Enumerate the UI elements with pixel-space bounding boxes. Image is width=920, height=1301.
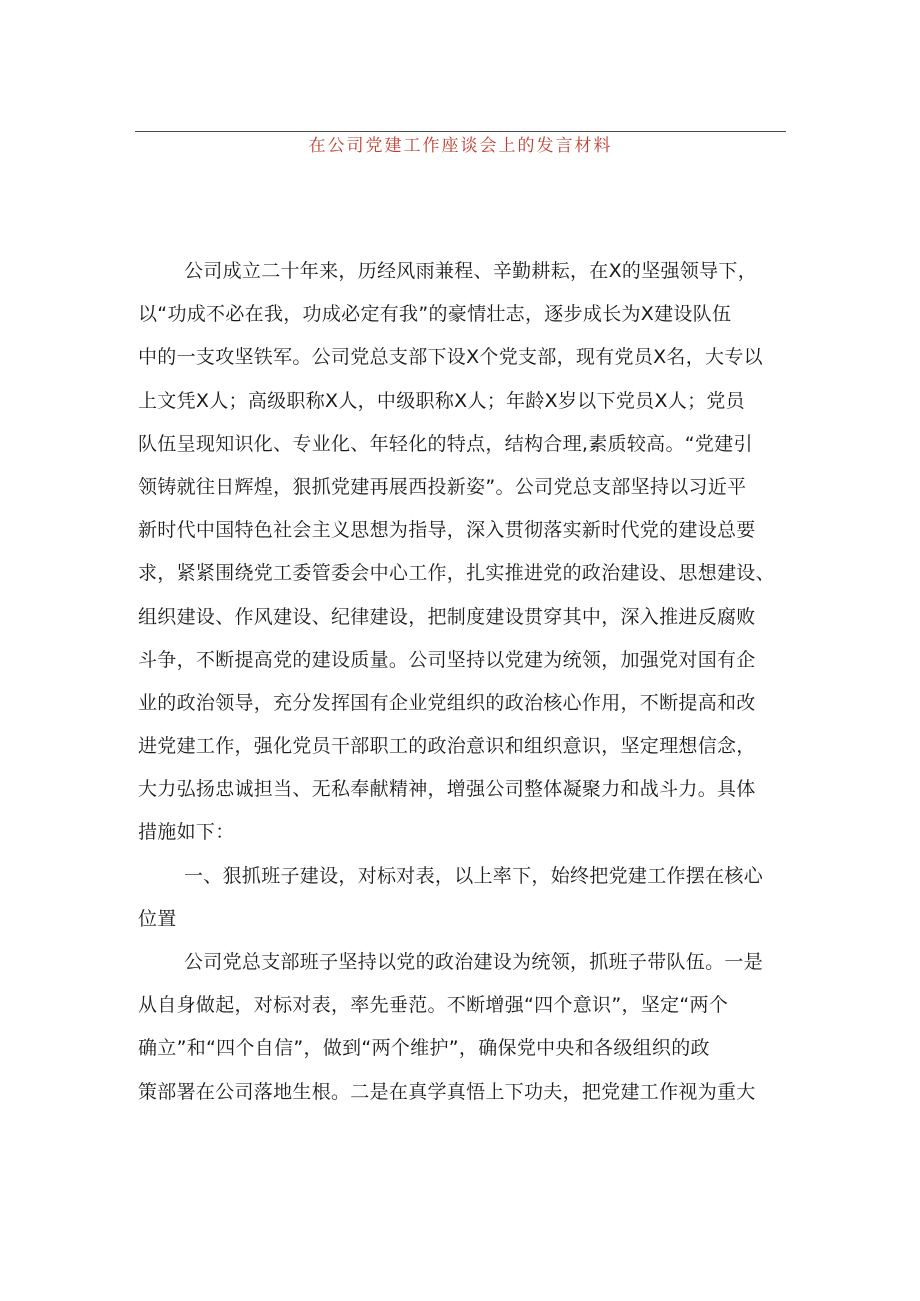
text-line: 措施如下： <box>138 821 235 844</box>
text-line: 队伍呈现知识化、专业化、年轻化的特点，结构合理,素质较高。“党建引 <box>138 432 753 455</box>
text-line: 确立”和“四个自信”，做到“两个维护”，确保党中央和各级组织的政 <box>138 1037 710 1060</box>
section-heading-line: 一、狠抓班子建设，对标对表，以上率下，始终把党建工作摆在核心 <box>184 864 764 887</box>
text-line: 从自身做起，对标对表，率先垂范。不断增强“四个意识”，坚定“两个 <box>138 994 729 1017</box>
section-heading-line: 位置 <box>138 907 177 930</box>
text-line: 以“功成不必在我，功成必定有我”的豪情壮志，逐步成长为X建设队伍 <box>138 303 732 326</box>
text-line: 公司党总支部班子坚持以党的政治建设为统领，抓班子带队伍。一是 <box>184 951 764 973</box>
text-line: 上文凭X人；高级职称X人，中级职称X人；年龄X岁以下党员X人；党员 <box>138 389 745 412</box>
document-body <box>138 250 778 1114</box>
text-line: 中的一支攻坚铁军。公司党总支部下设X个党支部，现有党员X名，大专以 <box>138 346 763 369</box>
page-title: 在公司党建工作座谈会上的发言材料 <box>308 136 613 156</box>
text-line: 组织建设、作风建设、纪律建设，把制度建设贯穿其中，深入推进反腐败 <box>138 605 756 628</box>
text-line: 求，紧紧围绕党工委管委会中心工作，扎实推进党的政治建设、思想建设、 <box>138 562 775 585</box>
text-line: 业的政治领导，充分发挥国有企业党组织的政治核心作用，不断提高和改 <box>138 691 756 714</box>
text-line: 进党建工作，强化党员干部职工的政治意识和组织意识，坚定理想信念， <box>138 735 756 758</box>
header-rule <box>135 131 786 132</box>
text-line: 策部署在公司落地生根。二是在真学真悟上下功夫，把党建工作视为重大 <box>138 1080 756 1103</box>
text-line: 斗争，不断提高党的建设质量。公司坚持以党建为统领，加强党对国有企 <box>138 648 756 671</box>
text-line: 公司成立二十年来，历经风雨兼程、辛勤耕耘，在X的坚强领导下， <box>184 260 758 282</box>
text-line: 新时代中国特色社会主义思想为指导，深入贯彻落实新时代党的建设总要 <box>138 519 756 542</box>
text-line: 领铸就往日辉煌，狠抓党建再展西投新姿”。公司党总支部坚持以习近平 <box>138 475 747 498</box>
text-line: 大力弘扬忠诚担当、无私奉献精神，增强公司整体凝聚力和战斗力。具体 <box>138 778 756 801</box>
